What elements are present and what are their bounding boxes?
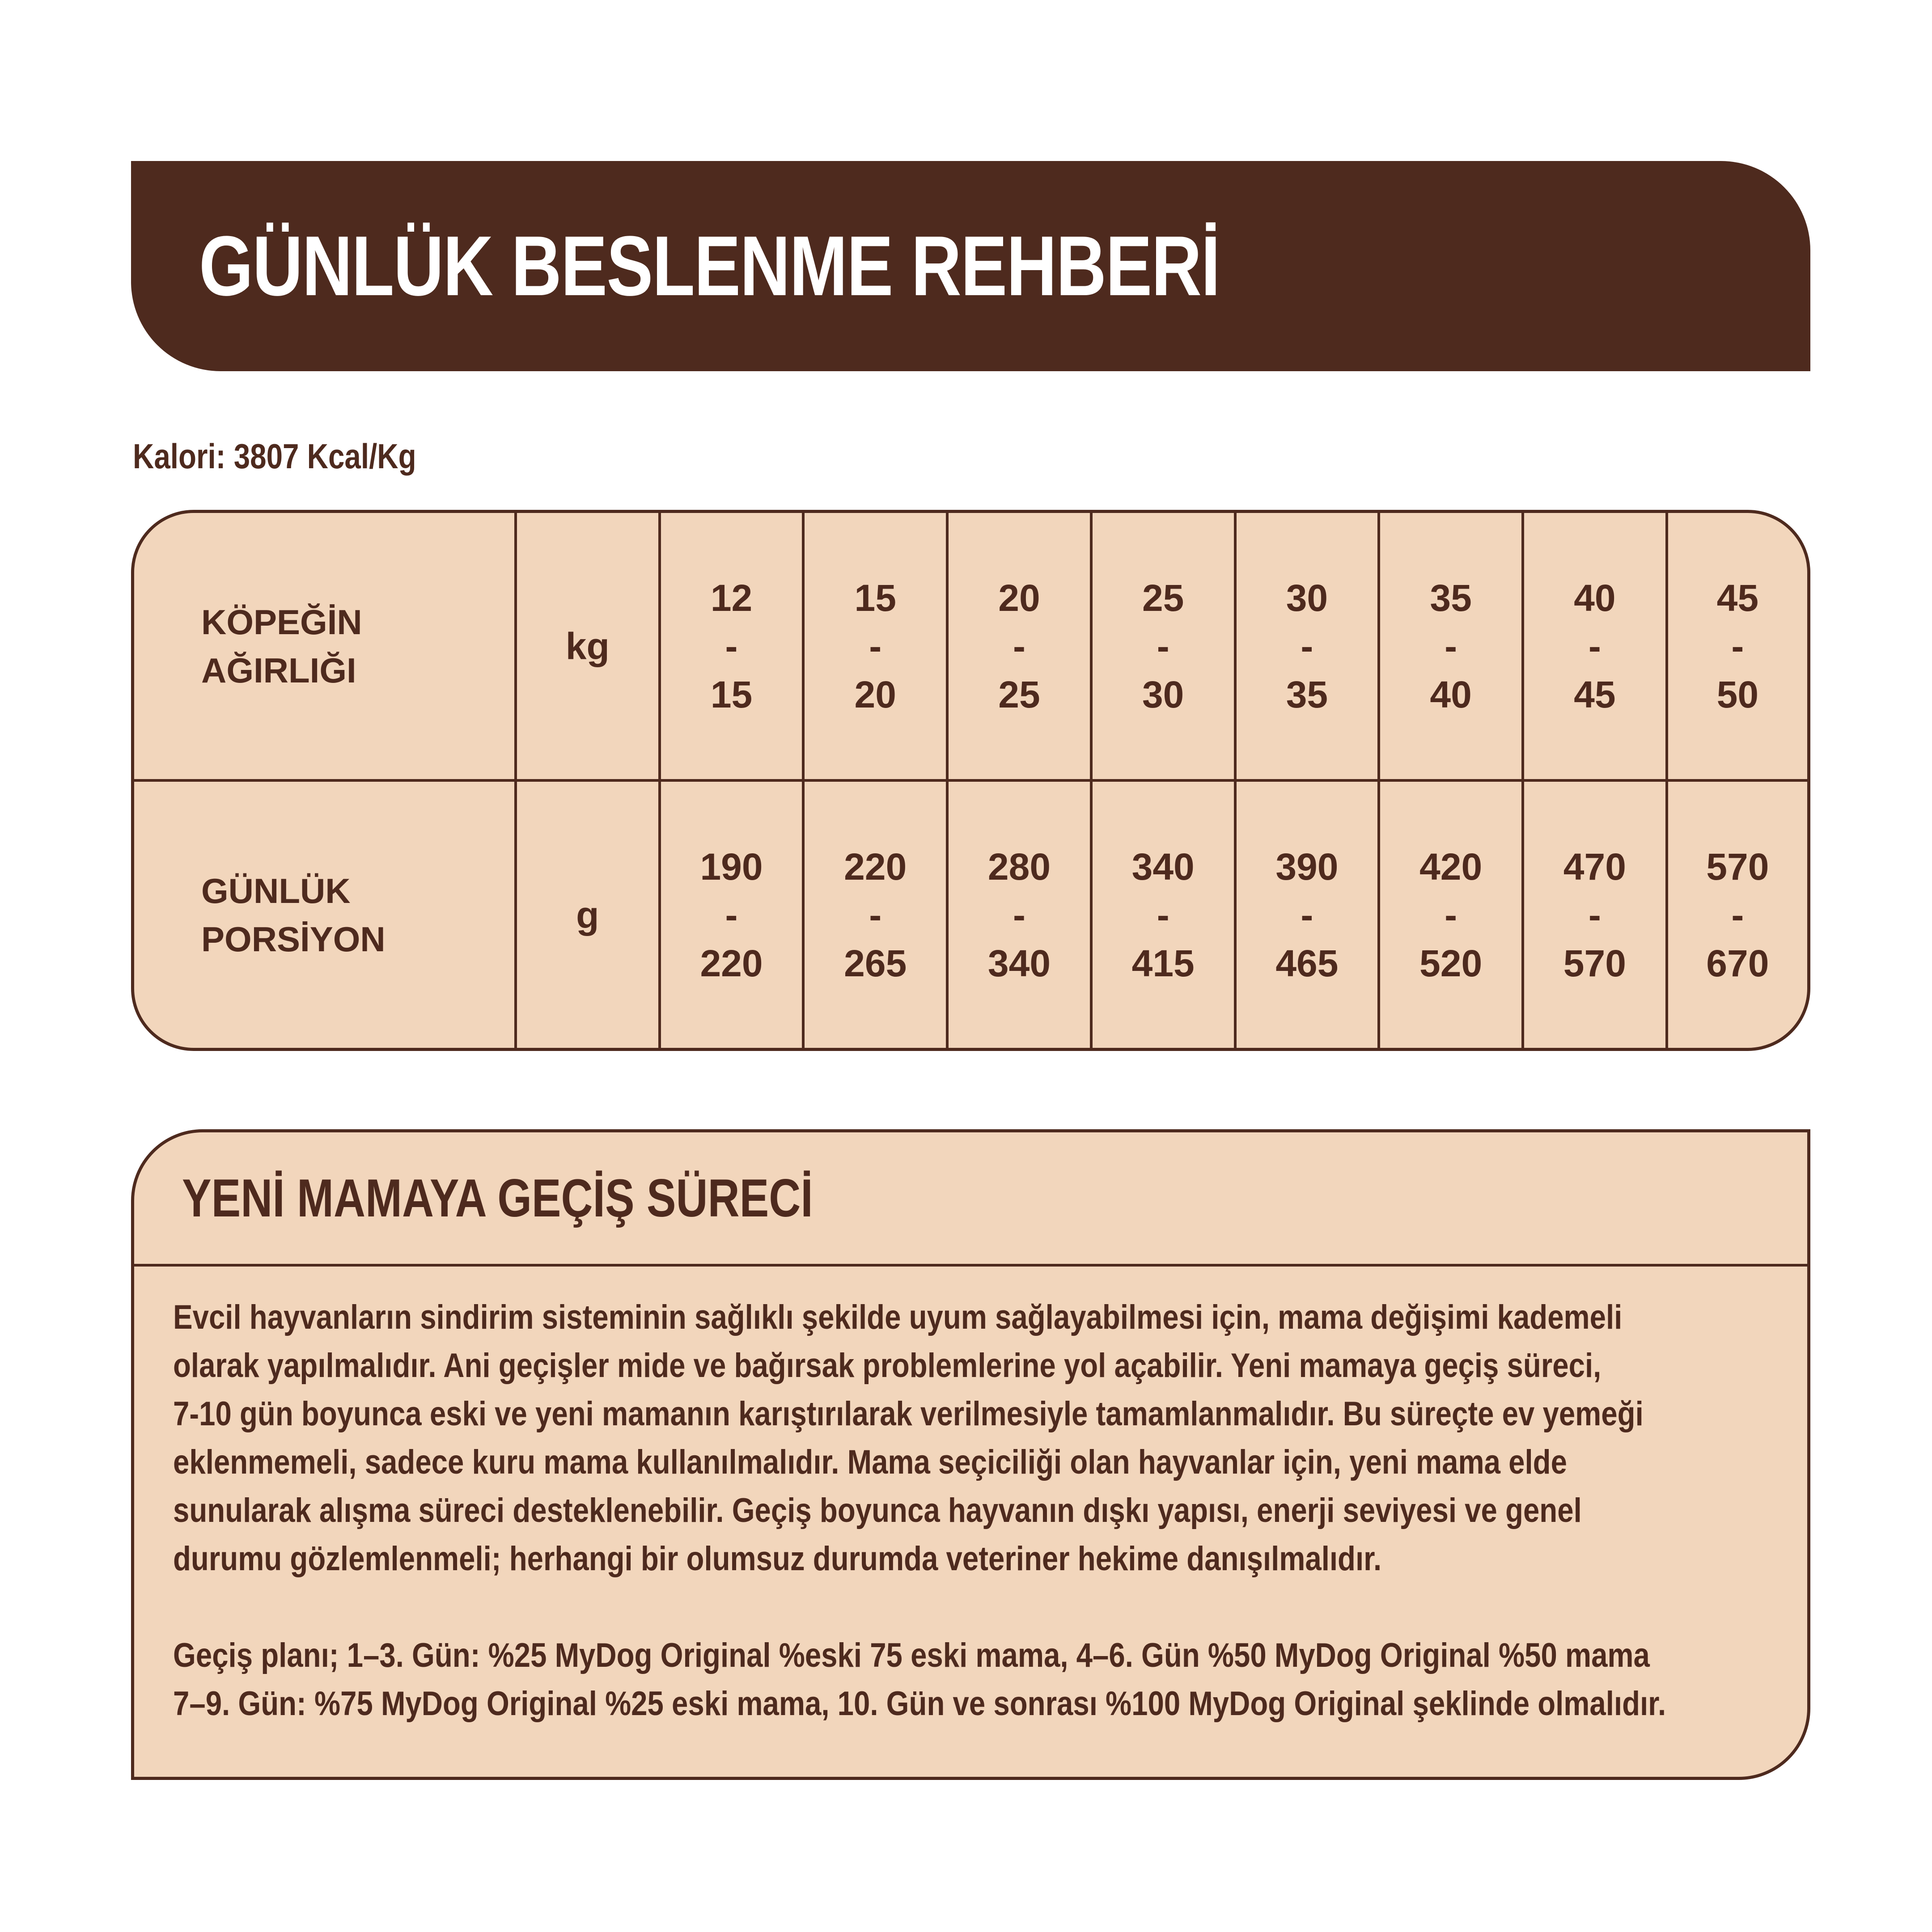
range-from: 25 [1142,576,1184,619]
range-from: 420 [1419,845,1483,888]
text-line: eklenmemeli, sadece kuru mama kullanılmalıdır. Mama seçiciliği olan hayvanlar için, yeni mama elde [173,1443,1567,1481]
range-to: 35 [1286,673,1328,716]
transition-section [131,1129,1810,1780]
range-from: 220 [844,845,907,888]
text-line: sunularak alışma süreci desteklenebilir. Geçiş boyunca hayvanın dışkı yapısı, enerji seviyesi ve genel [173,1491,1582,1530]
feeding-table [131,510,1810,1051]
range-from: 40 [1574,576,1616,619]
row-label-line: KÖPEĞİN [201,602,362,642]
page-title: GÜNLÜK BESLENME REHBERİ [199,219,1220,314]
range-sep: - [1157,894,1169,936]
transition-paragraph [173,1293,1644,1583]
range-sep: - [1731,894,1744,936]
range-to: 25 [998,673,1040,716]
range-to: 340 [987,942,1051,984]
transition-header [134,1132,1807,1267]
range-from: 280 [987,845,1051,888]
range-to: 50 [1716,673,1759,716]
text-line: 7–9. Gün: %75 MyDog Original %25 eski mama, 10. Gün ve sonrası %100 MyDog Original şeklinde olmalıdır. [173,1685,1666,1723]
range-sep: - [869,625,882,667]
range-from: 45 [1716,576,1759,619]
range-cell [1667,780,1807,1048]
range-to: 220 [700,942,763,984]
text-line: Evcil hayvanların sindirim sisteminin sağlıklı şekilde uyum sağlayabilmesi için, mama değişimi kademeli [173,1298,1623,1336]
transition-plan [173,1631,1666,1728]
range-cell [1667,513,1807,780]
range-cell [1091,780,1235,1048]
range-from: 470 [1563,845,1626,888]
unit-cell: kg [516,513,660,780]
range-cell [947,513,1091,780]
range-to: 45 [1574,673,1616,716]
range-cell [1523,780,1667,1048]
range-from: 35 [1430,576,1472,619]
range-cell [1523,513,1667,780]
range-sep: - [1157,625,1169,667]
range-sep: - [1588,625,1601,667]
range-cell [1379,780,1523,1048]
range-cell [803,780,947,1048]
row-label [134,780,516,1048]
range-cell [947,780,1091,1048]
range-to: 20 [854,673,896,716]
range-sep: - [1301,894,1313,936]
range-cell [1379,513,1523,780]
transition-title: YENİ MAMAYA GEÇİŞ SÜRECİ [182,1168,813,1228]
transition-body [173,1293,1765,1728]
range-to: 265 [844,942,907,984]
range-to: 30 [1142,673,1184,716]
range-to: 465 [1275,942,1339,984]
table-row [134,780,1807,1048]
range-sep: - [1301,625,1313,667]
feeding-table-grid [134,513,1807,1048]
unit-cell: g [516,780,660,1048]
row-label-line: PORSİYON [201,919,386,959]
range-cell [803,513,947,780]
text-line: durumu gözlemlenmeli; herhangi bir olumsuz durumda veteriner hekime danışılmalıdır. [173,1540,1382,1578]
range-to: 415 [1131,942,1195,984]
range-sep: - [1013,625,1025,667]
range-to: 15 [710,673,753,716]
range-to: 520 [1419,942,1483,984]
range-cell [660,513,804,780]
range-sep: - [725,625,738,667]
range-from: 15 [854,576,896,619]
range-cell [1235,513,1379,780]
range-from: 570 [1706,845,1769,888]
range-sep: - [1731,625,1744,667]
range-to: 570 [1563,942,1626,984]
range-cell [1235,780,1379,1048]
table-row [134,513,1807,780]
range-sep: - [1013,894,1025,936]
range-from: 30 [1286,576,1328,619]
row-label [134,513,516,780]
range-to: 40 [1430,673,1472,716]
range-sep: - [869,894,882,936]
calorie-info: Kalori: 3807 Kcal/Kg [133,436,416,476]
range-sep: - [1588,894,1601,936]
text-line: 7-10 gün boyunca eski ve yeni mamanın karıştırılarak verilmesiyle tamamlanmalıdır. Bu süreçte ev yemeği [173,1395,1644,1433]
range-sep: - [1445,894,1457,936]
row-label-line: AĞIRLIĞI [201,650,356,690]
range-sep: - [725,894,738,936]
range-from: 12 [710,576,753,619]
range-from: 190 [700,845,763,888]
title-banner [131,161,1810,371]
row-label-line: GÜNLÜK [201,871,351,911]
range-cell [660,780,804,1048]
range-from: 340 [1131,845,1195,888]
range-cell [1091,513,1235,780]
range-to: 670 [1706,942,1769,984]
range-sep: - [1445,625,1457,667]
text-line: Geçiş planı; 1–3. Gün: %25 MyDog Original %eski 75 eski mama, 4–6. Gün %50 MyDog Original %50 mama [173,1636,1650,1674]
range-from: 20 [998,576,1040,619]
text-line: olarak yapılmalıdır. Ani geçişler mide ve bağırsak problemlerine yol açabilir. Yeni mamaya geçiş süreci, [173,1347,1602,1385]
range-from: 390 [1275,845,1339,888]
